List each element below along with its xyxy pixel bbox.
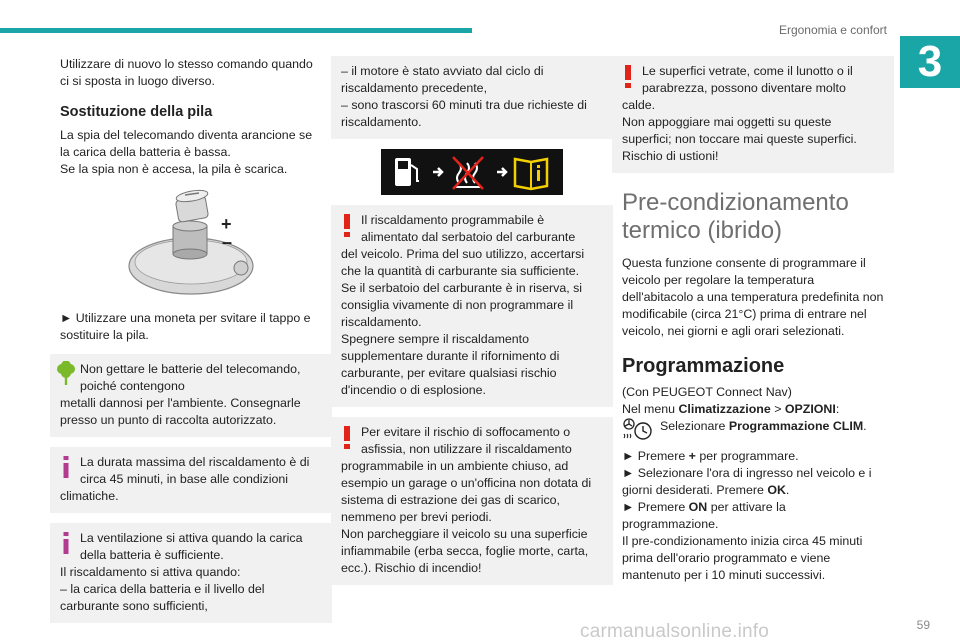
warning-asphyxia-note — [331, 417, 613, 585]
warning-burn-rest-1: calde. — [622, 98, 656, 112]
svg-text:–: – — [222, 232, 233, 252]
fuel-warning-pictogram — [381, 149, 563, 195]
section-title: Pre-condizionamento termico (ibrido) — [622, 189, 849, 244]
condition-line-1: – il motore è stato avviato dal ciclo di riscaldamento precedente, — [341, 64, 544, 95]
info-note-1 — [50, 447, 332, 513]
continued-conditions — [331, 56, 613, 139]
info-note-2-rest-1: Il riscaldamento si attiva quando: — [60, 565, 241, 579]
step-1: ► Premere + per programmare. — [622, 449, 799, 463]
section-text: Questa funzione consente di programmare il veicolo per regolare la temperatura dell'abitacolo a una temperatura predefinita non modificabile (circa 21°C) prima di entrare nel veicolo, nei giorni e agli orari selezionati. — [622, 256, 884, 338]
page-number: 59 — [916, 618, 930, 632]
programming-heading: Programmazione — [622, 355, 785, 377]
warning-asphyxia-rest-2: Non parcheggiare il veicolo su una superficie infiammabile (erba secca, foglie morte, carta, ecc.). Rischio di incendio! — [341, 527, 589, 575]
header-title: Ergonomia e confort — [778, 23, 887, 37]
warning-burn-first: Le superfici vetrate, come il lunotto o il parabrezza, possono diventare molto — [642, 64, 853, 95]
column-2 — [341, 56, 603, 585]
warning-burn-rest-2: Non appoggiare mai oggetti su queste superfici; non toccare mai queste superfici. — [622, 115, 857, 146]
battery-fob-illustration — [121, 184, 261, 302]
warning-fuel-first: Il riscaldamento programmabile è alimentato dal serbatoio del carburante — [361, 213, 576, 244]
warning-icon — [618, 63, 638, 89]
info-note-2 — [50, 523, 332, 623]
condition-line-2: – sono trascorsi 60 minuti tra due richieste di riscaldamento. — [341, 98, 587, 129]
info-icon — [56, 454, 76, 480]
warning-icon — [337, 212, 357, 238]
warning-burn-note — [612, 56, 894, 173]
warning-fuel-rest-2: Se il serbatoio del carburante è in riserva, si consiglia vivamente di non programmare il riscaldamento. — [341, 281, 583, 329]
step-2: ► Selezionare l'ora di ingresso nel veicolo e i giorni desiderati. Premere OK. — [622, 466, 872, 497]
warning-asphyxia-rest-1: programmabile in un ambiente chiuso, ad esempio un garage o un'officina non dotata di sistema di estrazione dei gas di scarico, nemmeno per brevi periodi. — [341, 459, 592, 524]
step-3: ► Premere ON per attivare la programmazione. — [622, 500, 786, 531]
info-icon — [56, 530, 76, 556]
coin-step: ► Utilizzare una moneta per svitare il tappo e sostituire la pila. — [60, 311, 311, 342]
chapter-tab: 3 — [900, 36, 960, 88]
watermark: carmanualsonline.info — [580, 621, 770, 640]
programming-subtitle: (Con PEUGEOT Connect Nav) — [622, 385, 792, 399]
battery-text-2: Se la spia non è accesa, la pila è scarica. — [60, 162, 288, 176]
menu-path: Nel menu Climatizzazione > OPZIONI: — [622, 402, 840, 416]
warning-asphyxia-first: Per evitare il rischio di soffocamento o asfissia, non utilizzare il riscaldamento — [361, 425, 572, 456]
info-note-2-first: La ventilazione si attiva quando la carica della batteria è sufficiente. — [80, 531, 303, 562]
warning-fuel-rest-3: Spegnere sempre il riscaldamento supplementare durante il rifornimento di carburante, per evitare qualsiasi rischio d'incendio o di esplosione. — [341, 332, 560, 397]
column-3 — [622, 56, 884, 584]
battery-text-1: La spia del telecomando diventa arancione se la carica della batteria è bassa. — [60, 128, 313, 159]
svg-text:+: + — [221, 214, 232, 234]
warning-icon — [337, 424, 357, 450]
intro-text: Utilizzare di nuovo lo stesso comando quando ci si sposta in luogo diverso. — [60, 57, 313, 88]
info-note-1-rest: climatiche. — [60, 489, 119, 503]
step-3-text: Il pre-condizionamento inizia circa 45 minuti prima dell'orario programmato e viene mantenuto per i 10 minuti successivi. — [622, 534, 863, 582]
warning-fuel-note — [331, 205, 613, 407]
info-note-1-first: La durata massima del riscaldamento è di circa 45 minuti, in base alle condizioni — [80, 455, 310, 486]
column-1 — [60, 56, 322, 623]
eco-tree-icon — [56, 361, 76, 387]
header-accent-bar — [0, 28, 472, 33]
warning-burn-rest-3: Rischio di ustioni! — [622, 149, 719, 163]
fan-clock-icon — [622, 418, 654, 442]
warning-fuel-rest-1: del veicolo. Prima del suo utilizzo, accertarsi che la quantità di carburante sia sufficiente. — [341, 247, 585, 278]
eco-note-first: Non gettare le batterie del telecomando, poiché contengono — [80, 362, 301, 393]
battery-heading: Sostituzione della pila — [60, 104, 213, 120]
eco-note-rest: metalli dannosi per l'ambiente. Consegnarle presso un punto di raccolta autorizzato. — [60, 396, 301, 427]
select-option-line: Selezionare Programmazione CLIM. — [622, 418, 884, 442]
eco-note — [50, 354, 332, 437]
info-note-2-rest-2: – la carica della batteria e il livello del carburante sono sufficienti, — [60, 582, 265, 613]
